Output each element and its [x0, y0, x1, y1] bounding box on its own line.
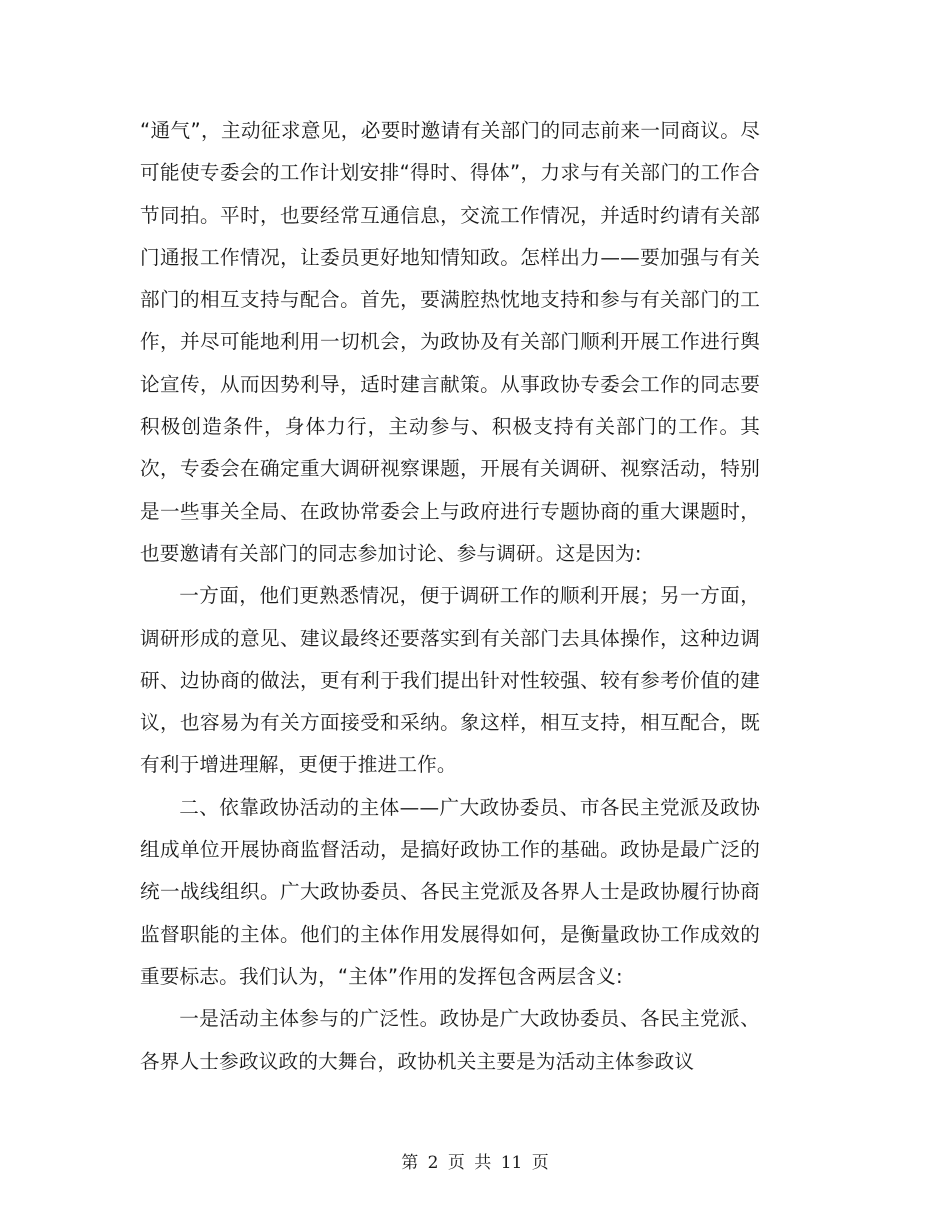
paragraph-reason: 一方面，他们更熟悉情况，便于调研工作的顺利开展；另一方面，调研形成的意见、建议最终还要落实到有关部门去具体操作，这种边调研、边协商的做法，更有利于我们提出针对性较强、较有参考价值的建议，也容易为有关方面接受和采纳。象这样，相互支持，相互配合，既有利于增进理解，更便于推进工作。 — [140, 584, 760, 777]
page-number-footer: 第 2 页 共 11 页 — [401, 1153, 549, 1173]
paragraph-point-one: 一是活动主体参与的广泛性。政协是广大政协委员、各民主党派、各界人士参政议政的大舞台，政协机关主要是为活动主体参政议 — [140, 1007, 760, 1073]
paragraph-continuation: “通气”，主动征求意见，必要时邀请有关部门的同志前来一同商议。尽可能使专委会的工作计划安排“得时、得体”，力求与有关部门的工作合节同拍。平时，也要经常互通信息，交流工作情况，并适时约请有关部门通报工作情况，让委员更好地知情知政。怎样出力——要加强与有关部门的相互支持与配合。首先，要满腔热忱地支持和参与有关部门的工作，并尽可能地利用一切机会，为政协及有关部门顺利开展工作进行舆论宣传，从而因势利导，适时建言献策。从事政协专委会工作的同志要积极创造条件，身体力行，主动参与、积极支持有关部门的工作。其次，专委会在确定重大调研视察课题，开展有关调研、视察活动，特别是一些事关全局、在政协常委会上与政府进行专题协商的重大课题时，也要邀请有关部门的同志参加讨论、参与调研。这是因为: — [140, 119, 760, 565]
document-page — [140, 110, 760, 1083]
paragraph-section-two: 二、依靠政协活动的主体——广大政协委员、市各民主党派及政协组成单位开展协商监督活动，是搞好政协工作的基础。政协是最广泛的统一战线组织。广大政协委员、各民主党派及各界人士是政协履行协商监督职能的主体。他们的主体作用发展得如何，是衡量政协工作成效的重要标志。我们认为，“主体”作用的发挥包含两层含义: — [140, 795, 760, 988]
